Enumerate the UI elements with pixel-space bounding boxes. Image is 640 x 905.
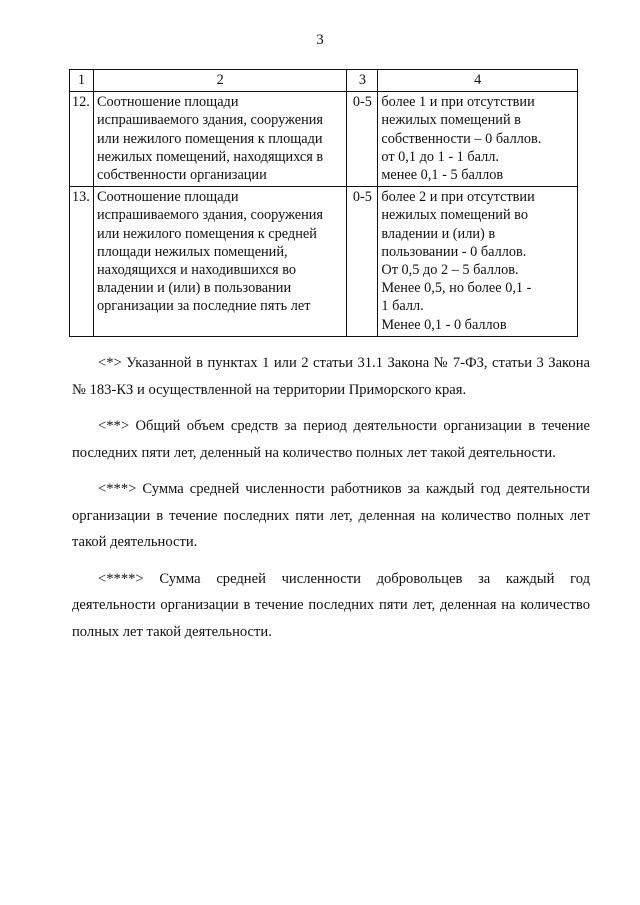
row-number: 13.: [70, 187, 94, 337]
text-line: собственности организации: [96, 167, 267, 184]
text-line: от 0,1 до 1 - 1 балл.: [381, 148, 499, 165]
footnote: <**> Общий объем средств за период деятельности организации в течение последних пяти лет, деленный на количество полных лет такой деятельности.: [72, 418, 590, 461]
text-line: или нежилого помещения к площади: [96, 130, 323, 147]
table-row: [70, 187, 578, 337]
text-line: более 2 и при отсутствии: [381, 189, 535, 206]
text-line: более 1 и при отсутствии: [381, 94, 535, 111]
column-header: 3: [347, 70, 378, 92]
criteria-table: [69, 69, 578, 337]
table-header-row: [70, 70, 578, 92]
text-line: От 0,5 до 2 – 5 баллов.: [381, 262, 519, 279]
footnote: <****> Сумма средней численности добровольцев за каждый год деятельности организации в течение последних пяти лет, деленная на количество полных лет такой деятельности.: [72, 570, 590, 640]
score-range: 0-5: [347, 92, 378, 187]
text-line: испрашиваемого здания, сооружения: [96, 112, 323, 129]
column-header: 1: [70, 70, 94, 92]
table-row: [70, 92, 578, 187]
footnote: <***> Сумма средней численности работников за каждый год деятельности организации в течение последних пяти лет, деленная на количество полных лет такой деятельности.: [72, 481, 590, 550]
footnotes: [72, 350, 590, 655]
text-line: организации за последние пять лет: [96, 298, 311, 315]
text-line: пользовании - 0 баллов.: [381, 243, 527, 260]
text-line: нежилых помещений, находящихся в: [96, 148, 324, 165]
text-line: менее 0,1 - 5 баллов: [381, 167, 504, 184]
text-line: нежилых помещений в: [381, 112, 521, 129]
column-header: 2: [93, 70, 346, 92]
text-line: владении и (или) в пользовании: [96, 280, 292, 297]
text-line: владении и (или) в: [381, 225, 496, 242]
scoring-cell: [378, 187, 578, 337]
text-line: или нежилого помещения к средней: [96, 225, 317, 242]
text-line: собственности – 0 баллов.: [381, 130, 542, 147]
text-line: Соотношение площади: [96, 94, 239, 111]
text-line: Менее 0,5, но более 0,1 -: [381, 280, 532, 297]
text-line: площади нежилых помещений,: [96, 243, 288, 260]
text-line: находящихся и находившихся во: [96, 262, 296, 279]
text-line: Соотношение площади: [96, 189, 239, 206]
score-range: 0-5: [347, 187, 378, 337]
text-line: Менее 0,1 - 0 баллов: [381, 316, 507, 333]
row-number: 12.: [70, 92, 94, 187]
text-line: 1 балл.: [381, 298, 424, 315]
column-header: 4: [378, 70, 578, 92]
page-number: 3: [316, 32, 324, 48]
footnote: <*> Указанной в пунктах 1 или 2 статьи 31.1 Закона № 7-ФЗ, статьи 3 Закона № 183-КЗ и осуществленной на территории Приморского края.: [72, 355, 590, 398]
criterion-cell: [93, 92, 346, 187]
text-line: испрашиваемого здания, сооружения: [96, 207, 323, 224]
text-line: нежилых помещений во: [381, 207, 528, 224]
scoring-cell: [378, 92, 578, 187]
criterion-cell: [93, 187, 346, 337]
